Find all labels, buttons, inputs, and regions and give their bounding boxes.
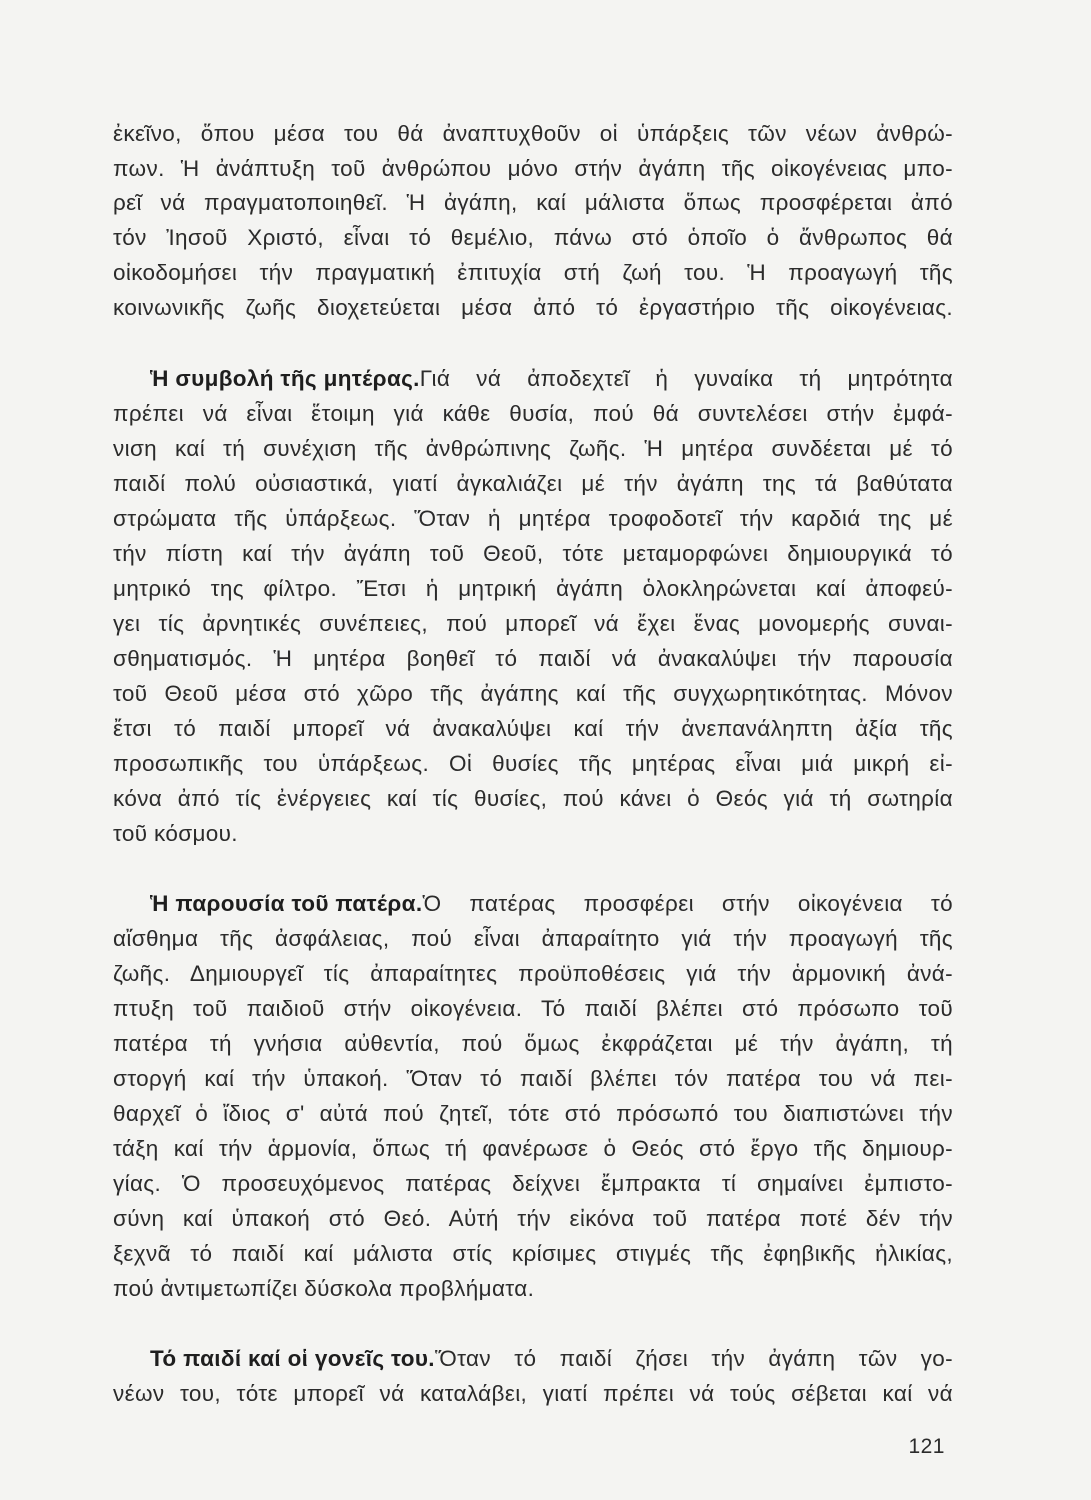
text-line: ρεῖ νά πραγματοποιηθεῖ. Ἡ ἀγάπη, καί μάλιστα ὅπως προσφέρεται ἀπό <box>113 190 953 215</box>
text-line: ἔτσι τό παιδί μπορεῖ νά ἀνακαλύψει καί τήν ἀνεπανάληπτη ἀξία τῆς <box>113 716 953 741</box>
paragraph-first-line <box>150 362 953 396</box>
text-line: σθηματισμός. Ἡ μητέρα βοηθεῖ τό παιδί νά ἀνακαλύψει τήν παρουσία <box>113 646 953 671</box>
text-line: πού ἀντιμετωπίζει δύσκολα προβλήματα. <box>113 1276 535 1301</box>
text-line: πρέπει νά εἶναι ἕτοιμη γιά κάθε θυσία, πού θά συντελέσει στήν ἐμφά- <box>113 401 953 426</box>
paragraph-first-line <box>150 887 953 921</box>
section-heading-mother: Ἡ συμβολή τῆς μητέρας. <box>150 366 420 391</box>
text-line: τήν πίστη καί τήν ἀγάπη τοῦ Θεοῦ, τότε μεταμορφώνει δημιουργικά τό <box>113 541 953 566</box>
text-line: στοργή καί τήν ὑπακοή. Ὅταν τό παιδί βλέπει τόν πατέρα του νά πει- <box>113 1066 953 1091</box>
text-line: τόν Ἰησοῦ Χριστό, εἶναι τό θεμέλιο, πάνω στό ὁποῖο ὁ ἄνθρωπος θά <box>113 225 953 250</box>
text-line: ξεχνᾶ τό παιδί καί μάλιστα στίς κρίσιμες στιγμές τῆς ἐφηβικῆς ἡλικίας, <box>113 1241 953 1266</box>
text-line: πτυξη τοῦ παιδιοῦ στήν οἰκογένεια. Τό παιδί βλέπει στό πρόσωπο τοῦ <box>113 996 953 1021</box>
text-line: τοῦ Θεοῦ μέσα στό χῶρο τῆς ἀγάπης καί τῆς συγχωρητικότητας. Μόνον <box>113 681 953 706</box>
text-line: οἰκοδομήσει τήν πραγματική ἐπιτυχία στή ζωή του. Ἡ προαγωγή τῆς <box>113 260 953 285</box>
text-line: μητρικό της φίλτρο. Ἔτσι ἡ μητρική ἀγάπη ὁλοκληρώνεται καί ἀποφεύ- <box>113 576 953 601</box>
text-line: γίας. Ὁ προσευχόμενος πατέρας δείχνει ἔμπρακτα τί σημαίνει ἐμπιστο- <box>113 1171 953 1196</box>
text-line: θαρχεῖ ὁ ἴδιος σ' αὐτά πού ζητεῖ, τότε στό πρόσωπό του διαπιστώνει τήν <box>113 1101 953 1126</box>
text-line: τοῦ κόσμου. <box>113 821 238 846</box>
section-heading-father: Ἡ παρουσία τοῦ πατέρα. <box>150 891 423 916</box>
text-line: σύνη καί ὑπακοή στό Θεό. Αὐτή τήν εἰκόνα τοῦ πατέρα ποτέ δέν τήν <box>113 1206 953 1231</box>
text-line: κοινωνικῆς ζωῆς διοχετεύεται μέσα ἀπό τό ἐργαστήριο τῆς οἰκογένειας. <box>113 295 953 320</box>
text-line: πων. Ἡ ἀνάπτυξη τοῦ ἀνθρώπου μόνο στήν ἀγάπη τῆς οἰκογένειας μπο- <box>113 156 953 181</box>
text-line-rest: Ὅταν τό παιδί ζήσει τήν ἀγάπη τῶν γο- <box>434 1346 953 1371</box>
text-line: παιδί πολύ οὐσιαστικά, γιατί ἀγκαλιάζει μέ τήν ἀγάπη της τά βαθύτατα <box>113 471 953 496</box>
text-line: ζωῆς. Δημιουργεῖ τίς ἀπαραίτητες προϋποθέσεις γιά τήν ἁρμονική ἀνά- <box>113 961 953 986</box>
section-heading-child-parents: Τό παιδί καί οἱ γονεῖς του. <box>150 1346 435 1371</box>
paragraph-first-line <box>150 1342 953 1376</box>
text-line: γει τίς ἀρνητικές συνέπειες, πού μπορεῖ νά ἔχει ἕνας μονομερής συναι- <box>113 611 953 636</box>
text-line: προσωπικῆς του ὑπάρξεως. Οἱ θυσίες τῆς μητέρας εἶναι μιά μικρή εἰ- <box>113 751 953 776</box>
text-line: αἴσθημα τῆς ἀσφάλειας, πού εἶναι ἀπαραίτητο γιά τήν προαγωγή τῆς <box>113 926 953 951</box>
text-line-rest: Ὁ πατέρας προσφέρει στήν οἰκογένεια τό <box>422 891 953 916</box>
page-number: 121 <box>908 1435 945 1458</box>
text-line-rest: Γιά νά ἀποδεχτεῖ ἡ γυναίκα τή μητρότητα <box>419 366 953 391</box>
text-line: στρώματα τῆς ὑπάρξεως. Ὅταν ἡ μητέρα τροφοδοτεῖ τήν καρδιά της μέ <box>113 506 953 531</box>
text-line: κόνα ἀπό τίς ἐνέργειες καί τίς θυσίες, πού κάνει ὁ Θεός γιά τή σωτηρία <box>113 786 953 811</box>
text-line: νιση καί τή συνέχιση τῆς ἀνθρώπινης ζωῆς. Ἡ μητέρα συνδέεται μέ τό <box>113 436 953 461</box>
text-line: πατέρα τή γνήσια αὐθεντία, πού ὅμως ἐκφράζεται μέ τήν ἀγάπη, τή <box>113 1031 953 1056</box>
text-line: τάξη καί τήν ἁρμονία, ὅπως τή φανέρωσε ὁ Θεός στό ἔργο τῆς δημιουρ- <box>113 1136 953 1161</box>
text-line: νέων του, τότε μπορεῖ νά καταλάβει, γιατί πρέπει νά τούς σέβεται καί νά <box>113 1381 953 1406</box>
text-line: ἐκεῖνο, ὅπου μέσα του θά ἀναπτυχθοῦν οἱ ὑπάρξεις τῶν νέων ἀνθρώ- <box>113 121 953 146</box>
